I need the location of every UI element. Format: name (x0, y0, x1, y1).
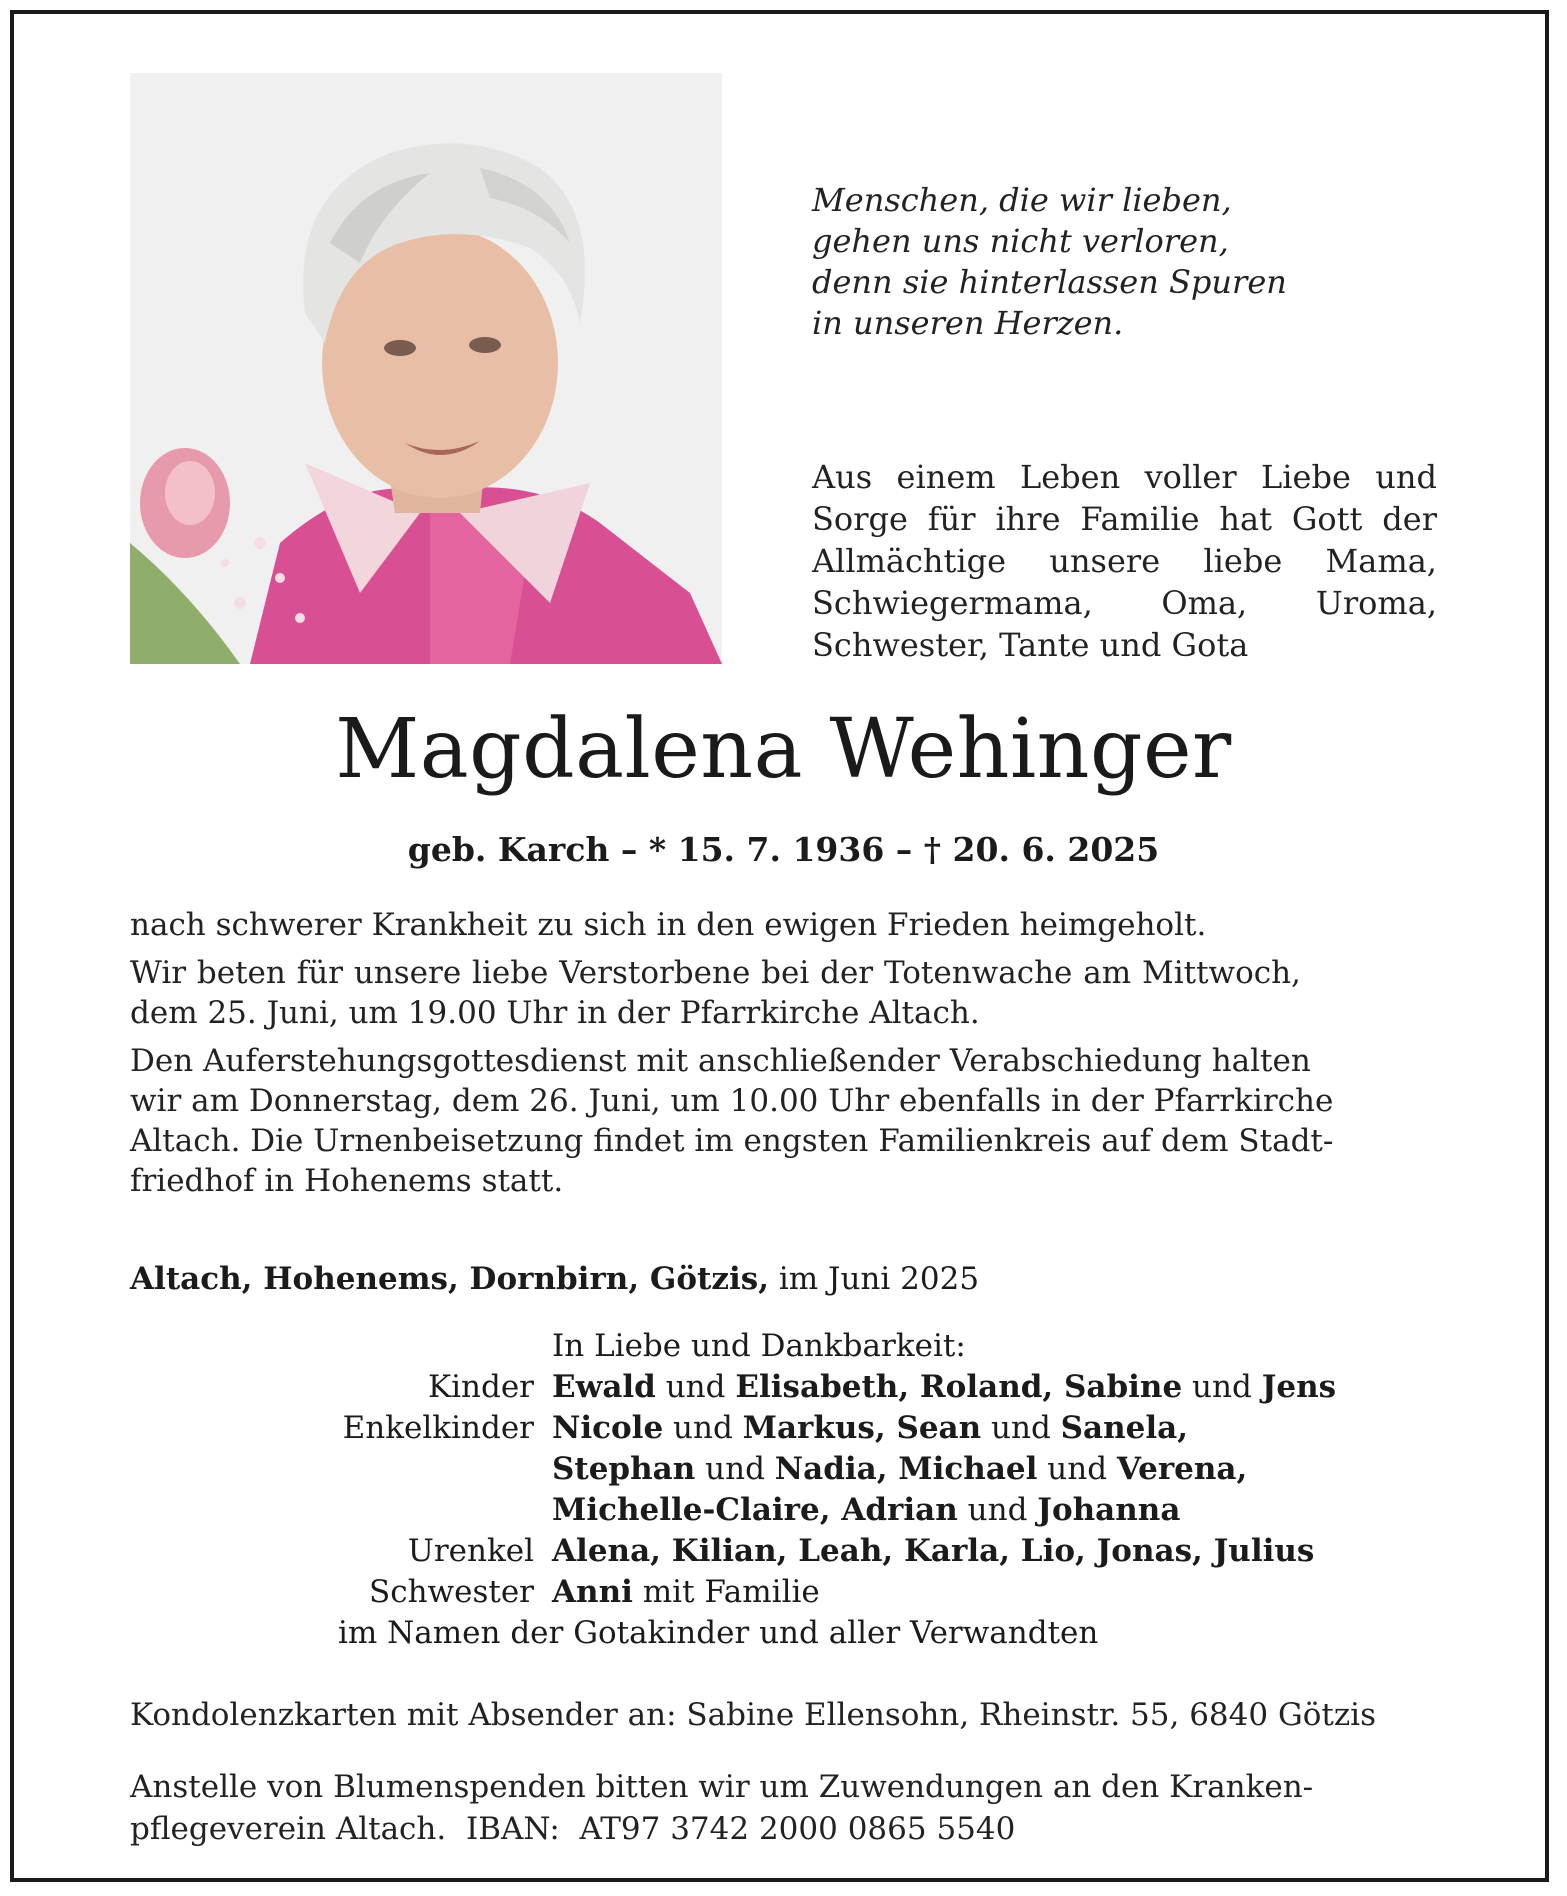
family-heading: In Liebe und Dankbarkeit: (552, 1328, 966, 1364)
paragraph (130, 1041, 1440, 1201)
intro-word: Sorge (812, 500, 908, 538)
intro-line (812, 540, 1437, 582)
text-line: Altach. Die Urnenbeisetzung findet im engsten Familienkreis auf dem Stadt- (130, 1123, 1334, 1159)
text-line: friedhof in Hohenems statt. (130, 1163, 564, 1199)
intro-word: Aus (812, 458, 873, 496)
text-line: Anstelle von Blumenspenden bitten wir um Zuwendungen an den Kranken- (130, 1769, 1314, 1805)
intro-word: unsere (1049, 542, 1161, 580)
intro-line (812, 456, 1437, 498)
towns: Altach, Hohenems, Dornbirn, Götzis, (130, 1261, 769, 1297)
family-label (130, 1449, 552, 1490)
family-names (552, 1572, 820, 1613)
family-member-name: Alena, Kilian, Leah, Karla, Lio, Jonas, Julius (552, 1533, 1315, 1569)
family-member-name: Johanna (1037, 1492, 1181, 1528)
family-member-name: Elisabeth, Roland, Sabine (735, 1369, 1183, 1405)
quote-line: denn sie hinterlassen Spuren (812, 263, 1287, 301)
condolence-address: Kondolenzkarten mit Absender an: Sabine Ellensohn, Rheinstr. 55, 6840 Götzis (130, 1697, 1376, 1733)
connector-text: und (663, 1410, 743, 1446)
family-label: Schwester (369, 1574, 534, 1610)
intro-word: hat (1219, 500, 1272, 538)
family-member-name: Verena, (1116, 1451, 1248, 1487)
memorial-quote (812, 180, 1412, 344)
family-label (130, 1490, 552, 1531)
intro-word: einem (896, 458, 996, 496)
family-label: Enkelkinder (342, 1410, 534, 1446)
family-names (552, 1449, 1247, 1490)
family-row (130, 1367, 1460, 1408)
intro-word: Gott (1291, 500, 1363, 538)
text-line: Wir beten für unsere liebe Verstorbene bei der Totenwache am Mittwoch, (130, 955, 1301, 991)
connector-text: und (1037, 1451, 1117, 1487)
family-row (130, 1408, 1460, 1449)
intro-line (812, 582, 1437, 624)
on-behalf-line: im Namen der Gotakinder und aller Verwandten (338, 1615, 1099, 1651)
family-label: Kinder (427, 1369, 534, 1405)
family-row (130, 1531, 1460, 1572)
family-heading-row (130, 1326, 1460, 1367)
portrait-illustration (130, 73, 722, 664)
intro-line (812, 498, 1437, 540)
family-member-name: Stephan (552, 1451, 696, 1487)
text-line: wir am Donnerstag, dem 26. Juni, um 10.00 Uhr ebenfalls in der Pfarrkirche (130, 1083, 1334, 1119)
connector-text: und (957, 1492, 1038, 1528)
family-member-name: Markus, Sean (742, 1410, 982, 1446)
intro-text (812, 456, 1437, 666)
text-line: Den Auferstehungsgottesdienst mit anschließender Verabschiedung halten (130, 1043, 1311, 1079)
family-member-name: Sanela, (1060, 1410, 1189, 1446)
connector-text: mit Familie (632, 1574, 820, 1610)
intro-word: für (927, 500, 976, 538)
intro-word: und (1375, 458, 1437, 496)
intro-word: Liebe (1261, 458, 1351, 496)
portrait-photo (130, 73, 722, 664)
text-line: pflegeverein Altach. IBAN: AT97 3742 2000 0865 5540 (130, 1811, 1016, 1847)
quote-line: Menschen, die wir lieben, (812, 181, 1232, 219)
connector-text: und (1182, 1369, 1262, 1405)
intro-word: ihre (995, 500, 1061, 538)
quote-line: gehen uns nicht verloren, (812, 222, 1229, 260)
family-member-name: Nadia, Michael (774, 1451, 1038, 1487)
paragraph (130, 953, 1440, 1033)
intro-word: Allmächtige (812, 542, 1007, 580)
family-rows (130, 1367, 1460, 1613)
intro-word: liebe (1203, 542, 1283, 580)
quote-line: in unseren Herzen. (812, 304, 1124, 342)
intro-word: der (1382, 500, 1437, 538)
intro-word: voller (1144, 458, 1237, 496)
intro-word: Familie (1080, 500, 1200, 538)
intro-word: Mama, (1325, 542, 1437, 580)
family-list (130, 1326, 1460, 1654)
connector-text: und (655, 1369, 736, 1405)
intro-word: Uroma, (1315, 584, 1437, 622)
connector-text: und (981, 1410, 1061, 1446)
intro-line: Schwester, Tante und Gota (812, 626, 1249, 664)
family-row (130, 1490, 1460, 1531)
intro-word: Oma, (1161, 584, 1248, 622)
text-line: nach schwerer Krankheit zu sich in den ewigen Frieden heimgeholt. (130, 907, 1207, 943)
family-member-name: Ewald (552, 1369, 656, 1405)
family-names (552, 1408, 1188, 1449)
connector-text: und (695, 1451, 775, 1487)
family-member-name: Michelle-Claire, Adrian (552, 1492, 958, 1528)
deceased-name: Magdalena Wehinger (335, 702, 1232, 797)
donation-note (130, 1766, 1440, 1850)
family-names (552, 1367, 1336, 1408)
month-year: im Juni 2025 (769, 1261, 980, 1297)
life-dates: geb. Karch – * 15. 7. 1936 – † 20. 6. 2025 (407, 830, 1160, 869)
text-line: dem 25. Juni, um 19.00 Uhr in der Pfarrkirche Altach. (130, 995, 980, 1031)
family-label: Urenkel (407, 1533, 534, 1569)
family-label (130, 1326, 552, 1367)
intro-word: Leben (1019, 458, 1121, 496)
announcement-text (130, 905, 1440, 1209)
family-member-name: Anni (552, 1574, 633, 1610)
intro-word: Schwiegermama, (812, 584, 1093, 622)
family-member-name: Nicole (552, 1410, 664, 1446)
family-names (552, 1490, 1180, 1531)
family-row (130, 1449, 1460, 1490)
family-names (552, 1531, 1314, 1572)
place-and-date (130, 1258, 979, 1300)
paragraph (130, 905, 1440, 945)
family-row (130, 1572, 1460, 1613)
family-member-name: Jens (1261, 1369, 1337, 1405)
